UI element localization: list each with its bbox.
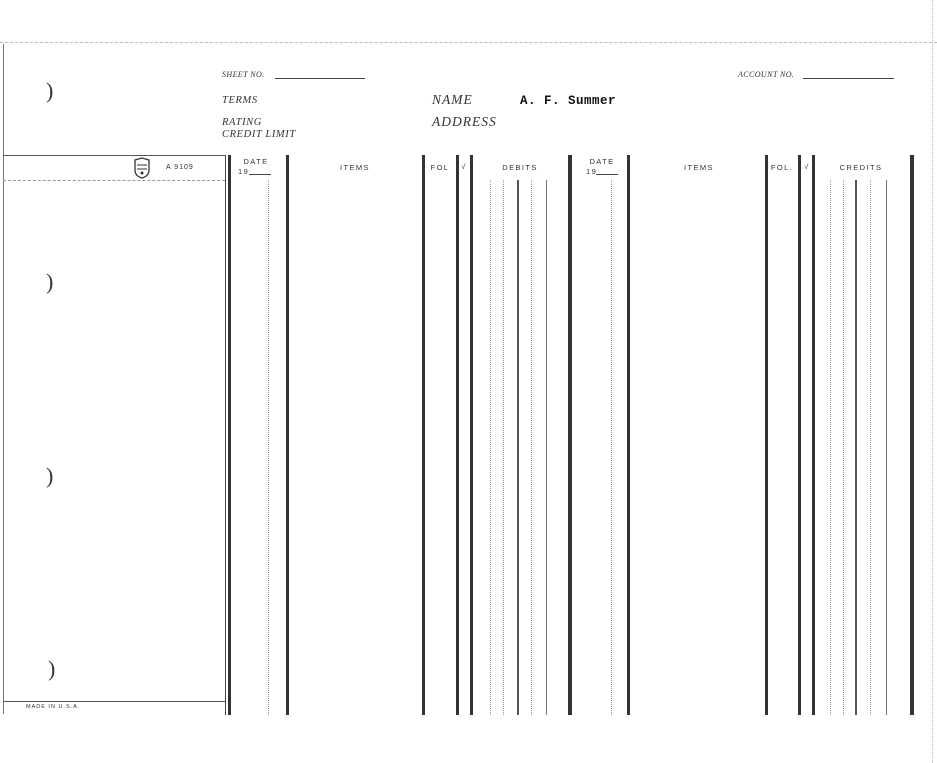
name-label: NAME	[432, 92, 473, 107]
sheet-no-field[interactable]	[275, 78, 365, 79]
credit-check-header: √	[804, 162, 810, 171]
terms-label: TERMS	[222, 95, 258, 106]
binder-hole: )	[48, 656, 56, 681]
credit-limit-label: CREDIT LIMIT	[222, 129, 296, 140]
printer-emblem-icon	[133, 157, 151, 179]
right-edge	[932, 0, 933, 763]
debit-items-header: ITEMS	[340, 163, 370, 172]
binder-hole: )	[46, 269, 54, 294]
left-edge	[3, 44, 4, 714]
credit-date-header: DATE	[589, 157, 615, 166]
credit-amount-header: CREDITS	[839, 163, 883, 172]
column-header-top-rule	[3, 155, 225, 156]
credit-items-header: ITEMS	[684, 163, 714, 172]
column-header-left-rule	[3, 180, 225, 181]
binder-hole: )	[46, 463, 54, 488]
debit-amount-header: DEBITS	[502, 163, 538, 172]
margin-panel-border	[225, 155, 226, 715]
debit-date-header: DATE	[243, 157, 269, 166]
debit-year-field[interactable]	[249, 174, 271, 175]
credit-year-prefix: 19	[586, 167, 598, 176]
top-edge	[0, 42, 937, 43]
account-no-label: ACCOUNT NO.	[738, 70, 795, 79]
form-code: A 9109	[166, 164, 194, 171]
ledger-entry-area[interactable]	[231, 181, 909, 713]
debit-year-prefix: 19	[238, 167, 250, 176]
rating-label: RATING	[222, 117, 262, 128]
address-label: ADDRESS	[432, 114, 497, 129]
name-value[interactable]: A. F. Summer	[520, 94, 617, 108]
credit-year-field[interactable]	[596, 174, 618, 175]
right-border-rule	[910, 155, 914, 715]
debit-fol-header: FOL	[430, 163, 450, 172]
sheet-no-label: SHEET NO.	[222, 70, 265, 79]
made-in-usa: MADE IN U.S.A.	[26, 704, 81, 710]
debit-check-header: √	[461, 162, 467, 171]
account-no-field[interactable]	[803, 78, 894, 79]
credit-fol-header: FOL.	[770, 163, 794, 172]
binder-hole: )	[46, 78, 54, 103]
footer-rule	[3, 701, 225, 702]
